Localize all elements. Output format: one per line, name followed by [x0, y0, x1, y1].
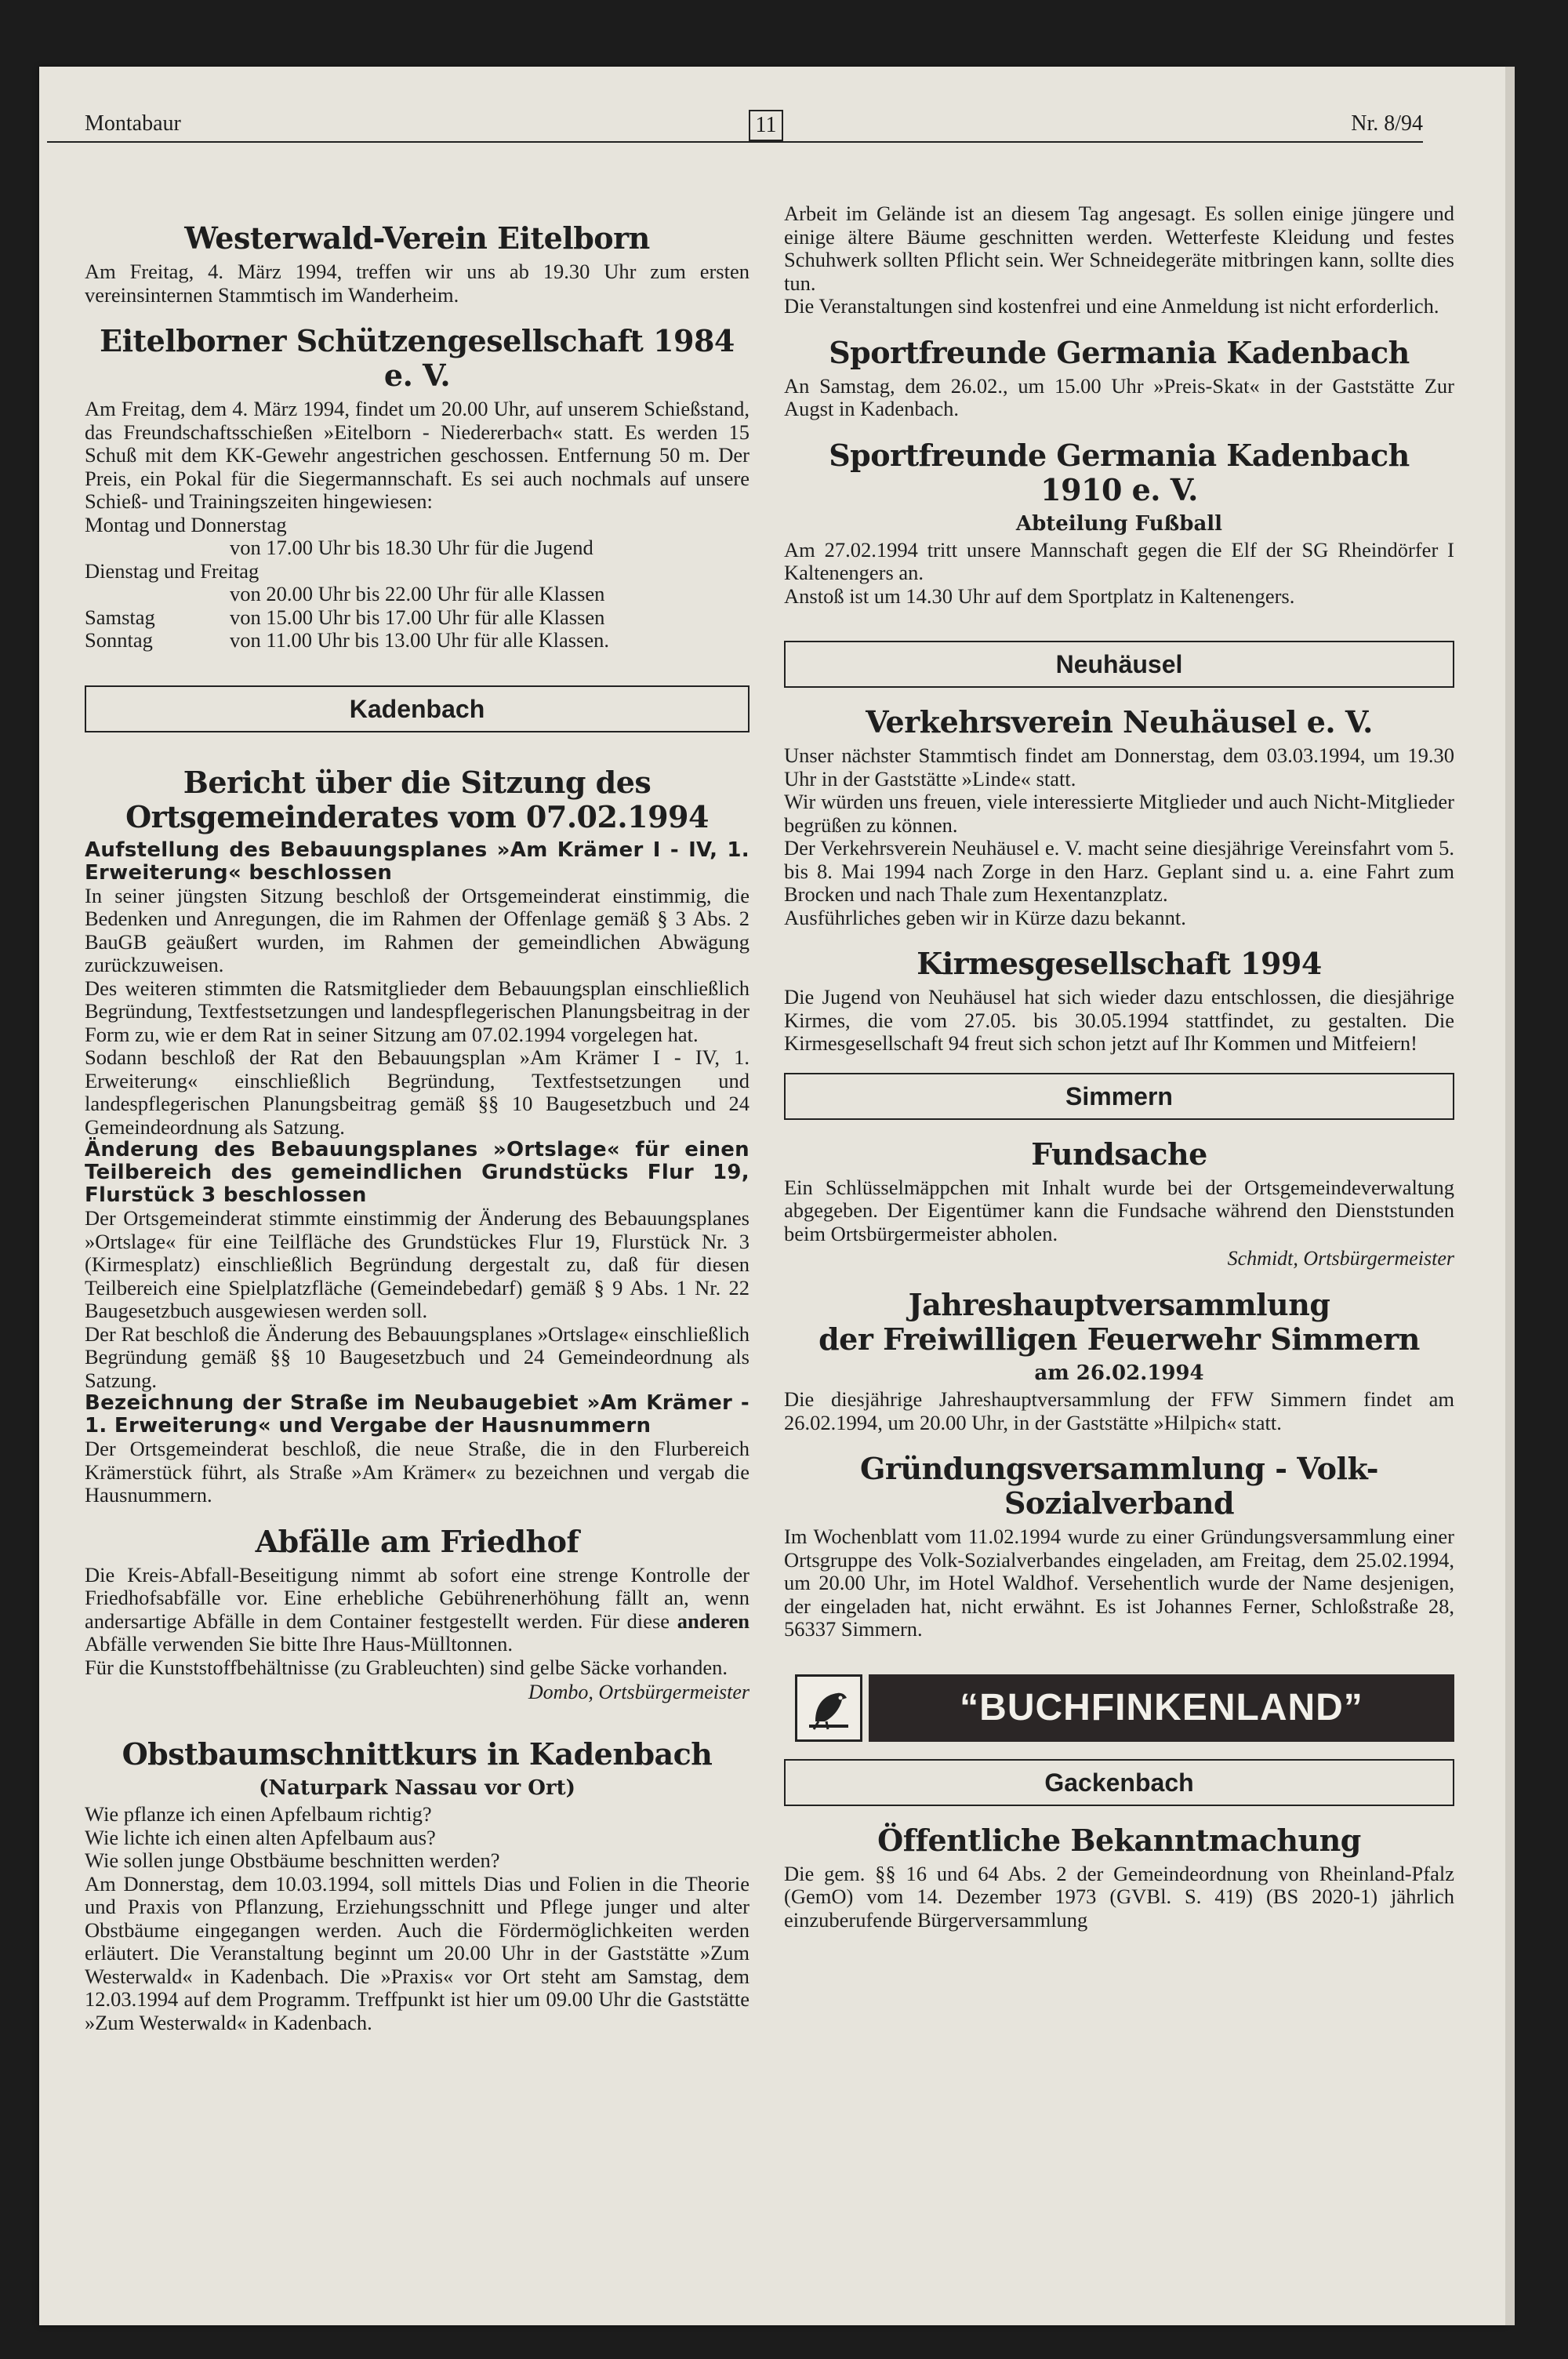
article-subtitle: am 26.02.1994 [1034, 1361, 1204, 1385]
article-title: Jahreshauptversammlung [908, 1287, 1330, 1322]
article-title: Verkehrsverein Neuhäusel e. V. [866, 704, 1373, 740]
article-title: Westerwald-Verein Eitelborn [184, 220, 650, 256]
question: Wie sollen junge Obstbäume beschnitten werden? [85, 1848, 500, 1872]
paragraph: Am 27.02.1994 tritt unsere Mannschaft gegen die Elf der SG Rheindörfer I Kaltenengers an. [784, 537, 1454, 584]
paragraph: Für die Kunststoffbehältnisse (zu Grableuchten) sind gelbe Säcke vorhanden. [85, 1655, 728, 1679]
article-body [85, 839, 750, 1507]
emphasis: anderen [677, 1608, 750, 1633]
article-body [85, 1564, 750, 1680]
article-subheading: Aufstellung des Bebauungsplanes »Am Krämer I - IV, 1. Erweiterung« beschlossen [85, 838, 750, 885]
paragraph: Unser nächster Stammtisch findet am Donnerstag, dem 03.03.1994, um 19.30 Uhr in der Gaststätte »Linde« statt. [784, 743, 1454, 791]
article-title: Eitelborner Schützengesellschaft 1984 e. V. [100, 323, 735, 393]
paragraph: Wir würden uns freuen, viele interessierte Mitglieder und auch Nicht-Mitglieder begrüßen zu können. [784, 790, 1454, 837]
page-edge [1505, 67, 1515, 2325]
article-body [784, 744, 1454, 929]
question: Wie pflanze ich einen Apfelbaum richtig? [85, 1802, 432, 1826]
paragraph: Die Kreis-Abfall-Beseitigung nimmt ab sofort eine strenge Kontrolle der Friedhofsabfälle vor. Eine erhebliche Gebührenerhöhung fällt an, wenn andersartige Abfälle in dem Container festgestellt werden. Für diese anderen Abfälle verwenden Sie bitte Ihre Haus-Mülltonnen. [85, 1562, 750, 1656]
header-town: Montabaur [85, 111, 181, 136]
section-box-kadenbach: Kadenbach [85, 685, 750, 732]
article-text: Die diesjährige Jahreshauptversammlung der FFW Simmern findet am 26.02.1994, um 20.00 Uhr, in der Gaststätte »Hilpich« statt. [784, 1387, 1454, 1434]
article-subtitle: Abteilung Fußball [1015, 511, 1223, 536]
article-subtitle: (Naturpark Nassau vor Ort) [259, 1776, 575, 1800]
schedule-time: von 11.00 Uhr bis 13.00 Uhr für alle Klassen. [230, 628, 610, 652]
paragraph: Der Rat beschloß die Änderung des Bebauungsplanes »Ortslage« einschließlich Begründung gemäß §§ 10 Baugesetzbuch und 24 Gemeindeordnung als Satzung. [85, 1321, 750, 1392]
schedule-days: Montag und Donnerstag [85, 512, 287, 536]
issue-number: Nr. 8/94 [1351, 111, 1423, 136]
article-text: An Samstag, dem 26.02., um 15.00 Uhr »Preis-Skat« in der Gaststätte Zur Augst in Kadenbach. [784, 373, 1454, 420]
paragraph: Der Ortsgemeinderat beschloß, die neue Straße, die in den Flurbereich Krämerstück führt, als Straße »Am Krämer« zu bezeichnen und vergab die Hausnummern. [85, 1437, 750, 1507]
article-body [784, 539, 1454, 609]
section-box-neuhaeusel: Neuhäusel [784, 641, 1454, 688]
article-title: Sportfreunde Germania Kadenbach [829, 334, 1410, 370]
article-title: Fundsache [1031, 1136, 1207, 1172]
article-title: Abfälle am Friedhof [255, 1523, 579, 1559]
paragraph: Die Veranstaltungen sind kostenfrei und eine Anmeldung ist nicht erforderlich. [784, 294, 1439, 318]
paragraph: Des weiteren stimmten die Ratsmitglieder dem Bebauungsplan einschließlich Begründung, Textfestsetzungen und landespflegerischen Planungsbeitrag in der Form zu, wie er dem Rat in seiner Sitzung am 07.02.1994 vorgelegen hat. [85, 976, 750, 1046]
paragraph: Ausführliches geben wir in Kürze dazu bekannt. [784, 905, 1186, 929]
article-text: Im Wochenblatt vom 11.02.1994 wurde zu einer Gründungsversammlung einer Ortsgruppe des Volk-Sozialverbandes eingeladen, am Freitag, dem 25.02.1994, um 20.00 Uhr, im Hotel Waldhof. Versehentlich wurde der Name desjenigen, der eingeladen hat, nicht erwähnt. Es ist Johannes Ferner, Schloßstraße 28, 56337 Simmern. [784, 1525, 1454, 1641]
article-text: Am Freitag, 4. März 1994, treffen wir uns ab 19.30 Uhr zum ersten vereinsinternen Stammtisch im Wanderheim. [85, 260, 750, 307]
paragraph: Der Ortsgemeinderat stimmte einstimmig der Änderung des Bebauungsplanes »Ortslage« für eine Teilfläche des Grundstückes Flur 19, Flurstück Nr. 3 (Kirmesplatz) einschließlich Begründung dergestalt zu, daß für diesen Teilbereich eine Spielplatzfläche (Gemeindebedarf) gemäß § 9 Abs. 1 Nr. 22 Baugesetzbuch ausgewiesen werden soll. [85, 1206, 750, 1322]
paragraph: In seiner jüngsten Sitzung beschloß der Ortsgemeinderat einstimmig, die Bedenken und Anregungen, die im Rahmen der Offenlage gemäß § 3 Abs. 2 BauGB geäußert wurden, im Rahmen der gemeindlichen Abwägung zurückzuweisen. [85, 883, 750, 976]
section-box-gackenbach: Gackenbach [784, 1759, 1454, 1806]
schedule-day: Samstag [85, 605, 155, 629]
buchfinkenland-banner [795, 1674, 1454, 1742]
article-title: Bericht über die Sitzung des [183, 764, 652, 800]
section-box-simmern: Simmern [784, 1073, 1454, 1120]
article-title: Öffentliche Bekanntmachung [877, 1822, 1361, 1858]
article-title: Gründungsversammlung - Volk-Sozialverband [859, 1451, 1379, 1521]
article-text: Die gem. §§ 16 und 64 Abs. 2 der Gemeindeordnung von Rheinland-Pfalz (GemO) vom 14. Dezember 1973 (GVBl. S. 419) (BS 2020-1) jährlich einzuberufende Bürgerversammlung [784, 1861, 1454, 1932]
left-column [85, 221, 750, 2034]
article-subheading: Bezeichnung der Straße im Neubaugebiet »Am Krämer - 1. Erweiterung« und Vergabe der Hausnummern [85, 1391, 750, 1438]
paragraph: Arbeit im Gelände ist an diesem Tag angesagt. Es sollen einige jüngere und einige ältere Bäume geschnitten werden. Wetterfeste Kleidung und festes Schuhwerk sollten Pflicht sein. Wer Schneidegeräte mitbringen kann, sollte dies tun. [784, 202, 1454, 295]
paragraph: Am Donnerstag, dem 10.03.1994, soll mittels Dias und Folien in die Theorie und Praxis von Pflanzung, Erziehungsschnitt und Pflege junger und alter Obstbäume eingegangen werden. Auch die Fördermöglichkeiten werden erläutert. Die Veranstaltung beginnt um 20.00 Uhr in der Gaststätte »Zum Westerwald« in Kadenbach. Die »Praxis« vor Ort steht am Samstag, dem 12.03.1994 auf dem Programm. Treffpunkt ist hier um 09.00 Uhr die Gaststätte »Zum Westerwald« in Kadenbach. [85, 1871, 750, 2034]
article-subheading: Änderung des Bebauungsplanes »Ortslage« für einen Teilbereich des gemeindlichen Grundstücks Flur 19, Flurstück 3 beschlossen [85, 1138, 750, 1207]
article-body [784, 202, 1454, 318]
schedule-day: Sonntag [85, 628, 153, 652]
page-number: 11 [749, 110, 783, 141]
paragraph: Der Verkehrsverein Neuhäusel e. V. macht seine diesjährige Vereinsfahrt vom 5. bis 8. Mai 1994 nach Zorge in den Harz. Geplant sind u. a. eine Fahrt zum Brocken und nach Thale zum Hexentanzplatz. [784, 836, 1454, 906]
article-text: Ein Schlüsselmäppchen mit Inhalt wurde bei der Ortsgemeindeverwaltung abgegeben. Der Eigentümer kann die Fundsache während den Dienststunden beim Ortsbürgermeister abholen. [784, 1175, 1454, 1245]
training-schedule [85, 514, 750, 652]
question: Wie lichte ich einen alten Apfelbaum aus? [85, 1825, 436, 1849]
schedule-days: Dienstag und Freitag [85, 558, 260, 583]
page-header [47, 108, 1423, 143]
banner-title: “BUCHFINKENLAND” [869, 1674, 1454, 1742]
article-title: der Freiwilligen Feuerwehr Simmern [818, 1321, 1420, 1357]
article-title: Kirmesgesellschaft 1994 [916, 946, 1322, 981]
finch-bird-icon [795, 1674, 862, 1742]
schedule-time: von 17.00 Uhr bis 18.30 Uhr für die Jugend [230, 536, 593, 559]
signature: Dombo, Ortsbürgermeister [528, 1681, 750, 1703]
article-text: Die Jugend von Neuhäusel hat sich wieder dazu entschlossen, die diesjährige Kirmes, die vom 27.05. bis 30.05.1994 stattfindet, zu gestalten. Die Kirmesgesellschaft 94 freut sich schon jetzt auf Ihr Kommen und Mitfeiern! [784, 985, 1454, 1055]
right-column [784, 202, 1454, 1932]
paragraph: Anstoß ist um 14.30 Uhr auf dem Sportplatz in Kaltenengers. [784, 583, 1295, 608]
article-title: Obstbaumschnittkurs in Kadenbach [122, 1736, 713, 1772]
schedule-time: von 20.00 Uhr bis 22.00 Uhr für alle Klassen [230, 582, 605, 605]
article-title: Sportfreunde Germania Kadenbach 1910 e. V. [829, 437, 1410, 507]
article-text: Am Freitag, dem 4. März 1994, findet um 20.00 Uhr, auf unserem Schießstand, das Freundschaftsschießen »Eitelborn - Niedererbach« statt. Es werden 15 Schuß mit dem KK-Gewehr angestrichen geschossen. Entfernung 50 m. Der Preis, ein Pokal für die Siegermannschaft. Es sei auch nochmals auf unsere Schieß- und Trainingszeiten hingewiesen: [85, 397, 750, 513]
paragraph: Sodann beschloß der Rat den Bebauungsplan »Am Krämer I - IV, 1. Erweiterung« einschließlich Begründung, Textfestsetzungen und landespflegerischen Planungsbeitrag gemäß §§ 10 Baugesetzbuch und 24 Gemeindeordnung als Satzung. [85, 1045, 750, 1139]
article-title: Ortsgemeinderates vom 07.02.1994 [125, 798, 709, 834]
article-body [85, 1803, 750, 2034]
signature: Schmidt, Ortsbürgermeister [1227, 1247, 1454, 1270]
schedule-time: von 15.00 Uhr bis 17.00 Uhr für alle Klassen [230, 605, 605, 629]
